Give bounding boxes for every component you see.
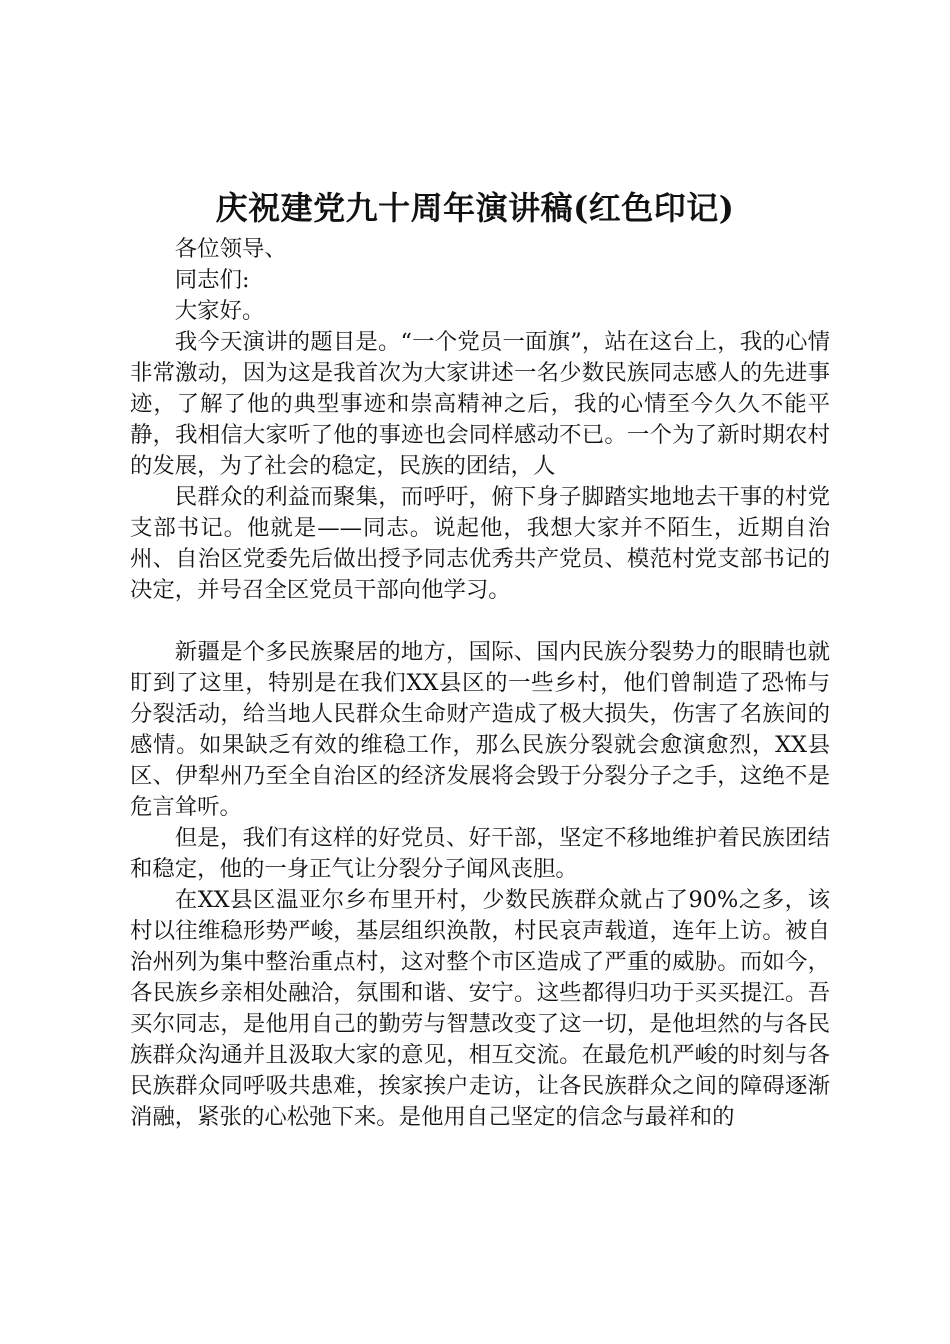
greeting: 大家好。 bbox=[174, 298, 265, 324]
document-body bbox=[130, 234, 830, 1133]
salutation-comrades: 同志们: bbox=[174, 267, 250, 293]
body-paragraph: 但是，我们有这样的好党员、好干部，坚定不移地维护着民族团结和稳定，他的一身正气让分裂分子闻风丧胆。 bbox=[130, 825, 830, 882]
body-paragraph: 我今天演讲的题目是。“一个党员一面旗”，站在这台上，我的心情非常激动，因为这是我首次为大家讲述一名少数民族同志感人的先进事迹，了解了他的典型事迹和崇高精神之后，我的心情至今久久不能平静，我相信大家听了他的事迹也会同样感动不已。一个为了新时期农村的发展，为了社会的稳定，民族的团结，人 bbox=[130, 329, 830, 479]
salutation-leaders: 各位领导、 bbox=[174, 236, 287, 262]
body-paragraph: 民群众的利益而聚集，而呼吁，俯下身子脚踏实地地去干事的村党支部书记。他就是——同志。说起他，我想大家并不陌生，近期自治州、自治区党委先后做出授予同志优秀共产党员、模范村党支部书记的决定，并号召全区党员干部向他学习。 bbox=[130, 484, 830, 603]
body-paragraph: 在XX县区温亚尔乡布里开村，少数民族群众就占了90%之多，该村以往维稳形势严峻，基层组织涣散，村民哀声载道，连年上访。被自治州列为集中整治重点村，这对整个市区造成了严重的威胁。而如今，各民族乡亲相处融洽，氛围和谐、安宁。这些都得归功于买买提江。吾买尔同志，是他用自己的勤劳与智慧改变了这一切，是他坦然的与各民族群众沟通并且汲取大家的意见，相互交流。在最危机严峻的时刻与各民族群众同呼吸共患难，挨家挨户走访，让各民族群众之间的障碍逐渐消融，紧张的心松弛下来。是他用自己坚定的信念与最祥和的 bbox=[130, 887, 830, 1130]
body-paragraph: 新疆是个多民族聚居的地方，国际、国内民族分裂势力的眼睛也就盯到了这里，特别是在我们XX县区的一些乡村，他们曾制造了恐怖与分裂活动，给当地人民群众生命财产造成了极大损失，伤害了名族间的感情。如果缺乏有效的维稳工作，那么民族分裂就会愈演愈烈，XX县区、伊犁州乃至全自治区的经济发展将会毁于分裂分子之手，这绝不是危言耸听。 bbox=[130, 639, 830, 820]
paragraph-spacer bbox=[130, 606, 830, 637]
document-title: 庆祝建党九十周年演讲稿(红色印记) bbox=[215, 189, 735, 227]
